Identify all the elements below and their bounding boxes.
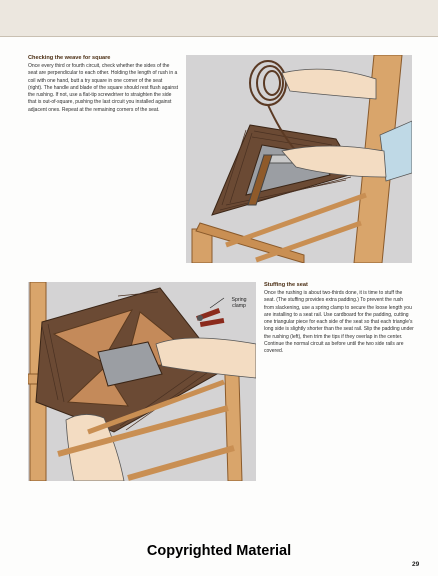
callout-spring-clamp: Spring clamp <box>231 297 247 309</box>
copyright-watermark: Copyrighted Material <box>146 543 292 559</box>
page-header-band <box>0 0 438 36</box>
header-rule <box>0 36 438 37</box>
page-number: 29 <box>412 561 420 568</box>
section-body-checking-weave: Once every third or fourth circuit, check whether the sides of the seat are perpendicular to each other. Holding the length of rush in a coil with one hand, butt a try square in one corner of the seat (right). The handle and blade of the square should rest flush against the rushing. If not, use a flat-tip screwdriver to straighten the side that is out-of-square, pushing the last circuit you installed against adjacent ones. Repeat at the remaining corners of the seat. <box>28 63 179 113</box>
section-body-stuffing-seat: Once the rushing is about two-thirds done, it is time to stuff the seat. (The stuffing provides extra padding.) To prevent the rush from slackening, use a spring clamp to secure the loose length you are installing to a seat rail. Use cardboard for the padding, cutting one triangular piece for each side of the seat so that each triangle's long side is slightly shorter than the seat rail. Slip the padding under the rushing (left), then trim the tips if they overlap in the center. Continue the normal circuit as before until the two side rails are covered. <box>264 290 414 355</box>
illustration-stuffing-seat <box>28 282 256 481</box>
illustration-try-square-check <box>186 55 412 263</box>
section-heading-checking-weave: Checking the weave for square <box>28 55 111 61</box>
section-heading-stuffing-seat: Stuffing the seat <box>264 282 308 288</box>
